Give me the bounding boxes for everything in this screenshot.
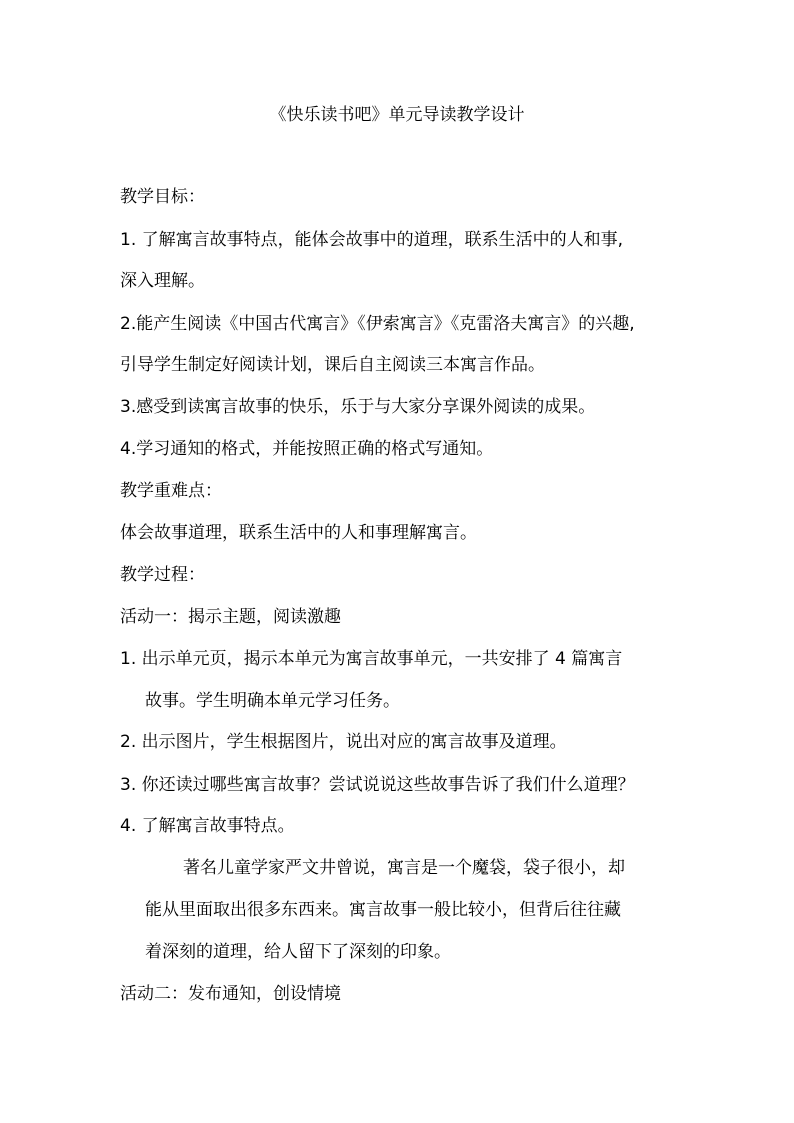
objective-1-line-1: 1. 了解寓言故事特点，能体会故事中的道理，联系生活中的人和事, bbox=[120, 230, 624, 250]
objective-4: 4.学习通知的格式，并能按照正确的格式写通知。 bbox=[120, 439, 494, 459]
objective-2-line-1: 2.能产生阅读《中国古代寓言》《伊索寓言》《克雷洛夫寓言》的兴趣, bbox=[120, 314, 635, 334]
activity-1-step-4: 4. 了解寓言故事特点。 bbox=[120, 816, 295, 836]
activity-2-heading: 活动二：发布通知，创设情境 bbox=[120, 984, 341, 1004]
activity-1-step-1-line-1: 1. 出示单元页，揭示本单元为寓言故事单元，一共安排了 4 篇寓言 bbox=[120, 649, 623, 669]
objective-3: 3.感受到读寓言故事的快乐，乐于与大家分享课外阅读的成果。 bbox=[120, 397, 596, 417]
quote-line-1: 著名儿童学家严文井曾说，寓言是一个魔袋，袋子很小，却 bbox=[183, 858, 625, 878]
section-heading-process: 教学过程： bbox=[120, 565, 205, 585]
activity-1-step-2: 2. 出示图片，学生根据图片，说出对应的寓言故事及道理。 bbox=[120, 732, 567, 752]
quote-line-3: 着深刻的道理，给人留下了深刻的印象。 bbox=[145, 942, 451, 962]
activity-1-heading: 活动一：揭示主题，阅读激趣 bbox=[120, 607, 341, 627]
quote-line-2: 能从里面取出很多东西来。寓言故事一般比较小，但背后往往藏 bbox=[145, 900, 621, 920]
activity-1-step-1-line-2: 故事。学生明确本单元学习任务。 bbox=[145, 691, 400, 711]
document-title: 《快乐读书吧》单元导读教学设计 bbox=[269, 105, 525, 125]
section-heading-objectives: 教学目标： bbox=[120, 187, 205, 207]
objective-1-line-2: 深入理解。 bbox=[120, 271, 205, 291]
key-points-text: 体会故事道理，联系生活中的人和事理解寓言。 bbox=[120, 523, 477, 543]
section-heading-key-points: 教学重难点： bbox=[120, 481, 222, 501]
activity-1-step-3: 3. 你还读过哪些寓言故事？尝试说说这些故事告诉了我们什么道理？ bbox=[120, 775, 635, 795]
objective-2-line-2: 引导学生制定好阅读计划，课后自主阅读三本寓言作品。 bbox=[120, 355, 545, 375]
